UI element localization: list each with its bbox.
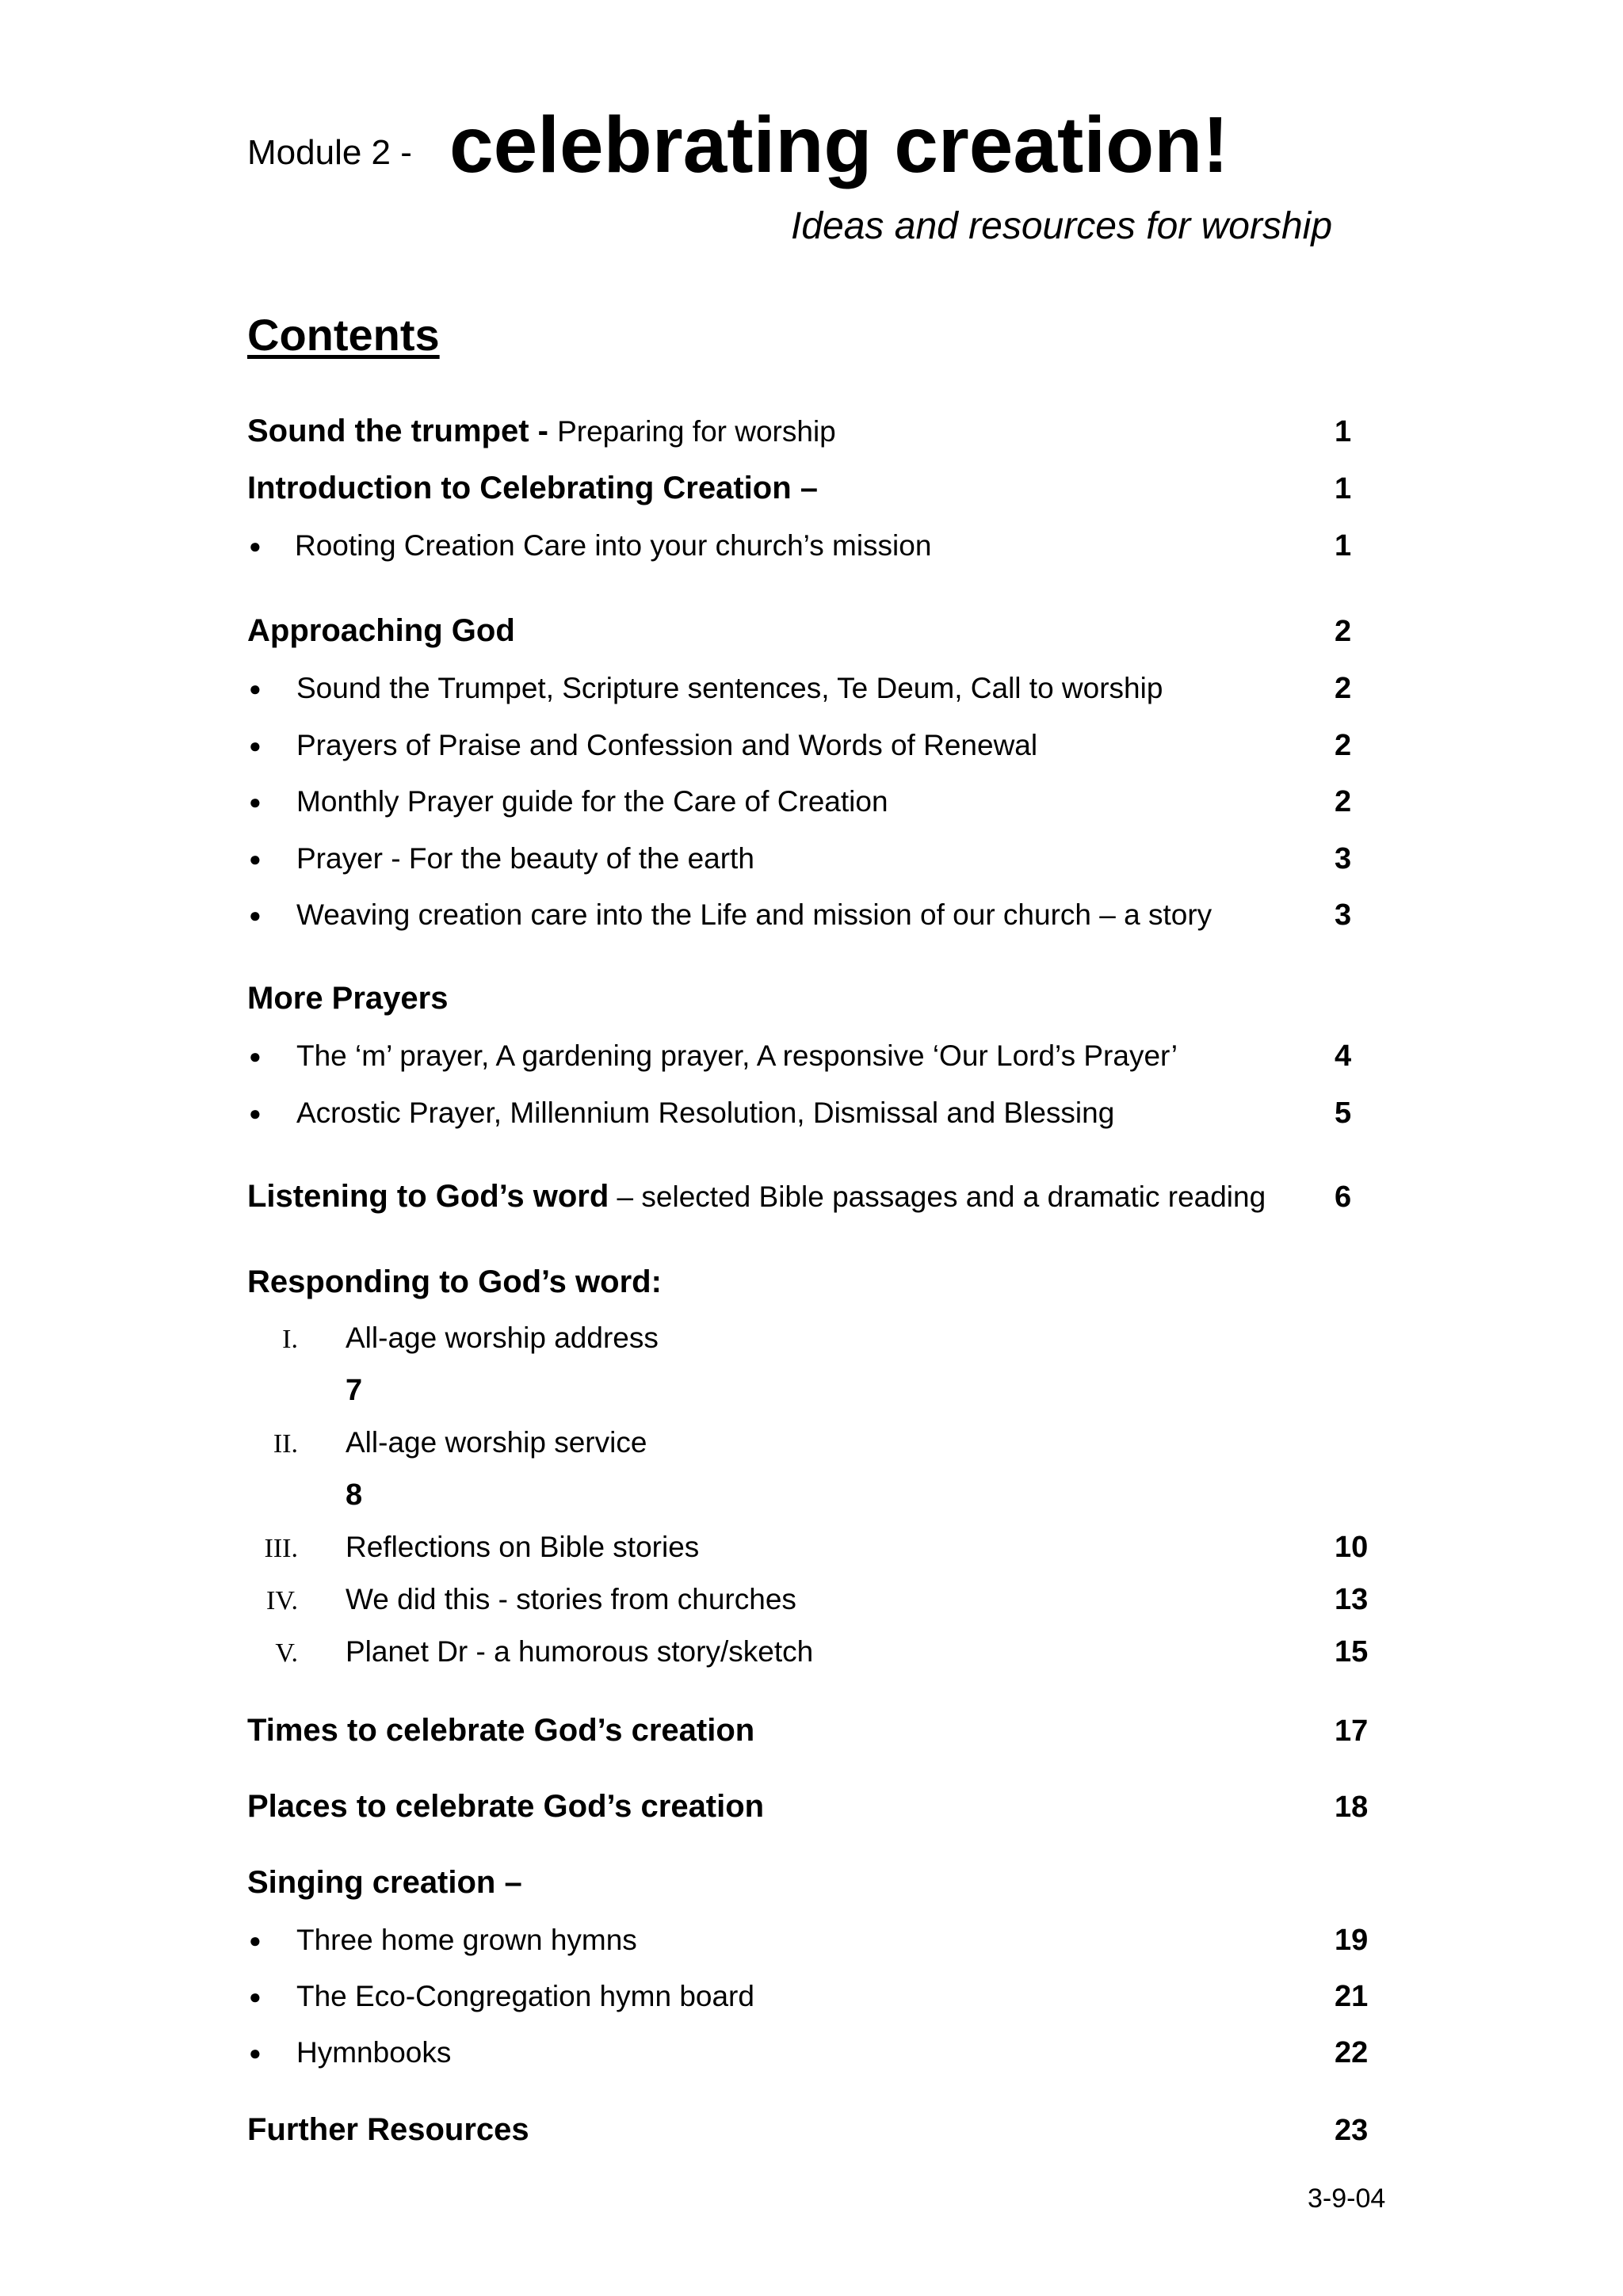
- roman-numeral: IV.: [266, 1586, 298, 1615]
- page-number: 22: [1335, 2036, 1369, 2069]
- document-subtitle: Ideas and resources for worship: [791, 205, 1333, 247]
- contents-heading: Contents: [247, 310, 440, 360]
- toc-entry-times: Times to celebrate God’s creation: [247, 1713, 755, 1748]
- page-number: 8: [346, 1478, 363, 1512]
- toc-item: Acrostic Prayer, Millennium Resolution, Dismissal and Blessing: [296, 1097, 1115, 1129]
- page-number: 13: [1335, 1583, 1369, 1616]
- toc-entry-separator: -: [529, 414, 558, 448]
- page-number: 17: [1335, 1714, 1369, 1748]
- bullet-icon: ●: [249, 2041, 262, 2065]
- page-number: 2: [1335, 785, 1352, 818]
- bullet-icon: ●: [249, 903, 262, 927]
- toc-item: All-age worship address: [346, 1322, 659, 1354]
- bullet-icon: ●: [249, 1044, 262, 1068]
- toc-entry-responding: Responding to God’s word:: [247, 1264, 662, 1299]
- toc-item: The Eco-Congregation hymn board: [296, 1980, 754, 2012]
- toc-item: Hymnbooks: [296, 2036, 452, 2069]
- toc-entry-description: Preparing for worship: [557, 415, 836, 448]
- toc-item: The ‘m’ prayer, A gardening prayer, A responsive ‘Our Lord’s Prayer’: [296, 1039, 1178, 1072]
- toc-entry-approaching-god: Approaching God: [247, 613, 515, 648]
- bullet-icon: ●: [249, 1928, 262, 1952]
- toc-entry-listening: [247, 1179, 1266, 1215]
- page-number: 23: [1335, 2114, 1369, 2147]
- toc-entry-description: – selected Bible passages and a dramatic reading: [609, 1180, 1266, 1213]
- bullet-icon: ●: [249, 847, 262, 871]
- roman-numeral: I.: [282, 1325, 298, 1354]
- toc-entry-sound-the-trumpet: [247, 414, 836, 449]
- toc-item: Prayers of Praise and Confession and Words of Renewal: [296, 729, 1038, 761]
- toc-entry-further-resources: Further Resources: [247, 2112, 529, 2147]
- toc-item: Prayer - For the beauty of the earth: [296, 842, 754, 875]
- bullet-icon: ●: [249, 1101, 262, 1125]
- roman-numeral: III.: [264, 1534, 298, 1563]
- module-label: Module 2 -: [247, 133, 412, 172]
- page-number: 6: [1335, 1180, 1352, 1214]
- toc-item: Weaving creation care into the Life and mission of our church – a story: [296, 898, 1212, 931]
- bullet-icon: ●: [249, 790, 262, 814]
- roman-numeral: II.: [273, 1429, 298, 1459]
- toc-item: Reflections on Bible stories: [346, 1531, 700, 1563]
- page-number: 21: [1335, 1980, 1369, 2013]
- toc-item: We did this - stories from churches: [346, 1583, 796, 1615]
- page-number: 7: [346, 1374, 363, 1407]
- page-number: 4: [1335, 1039, 1352, 1073]
- page-number: 19: [1335, 1924, 1369, 1957]
- bullet-icon: ●: [249, 534, 262, 558]
- toc-item: Three home grown hymns: [296, 1924, 637, 1956]
- page-number: 18: [1335, 1791, 1369, 1824]
- page-number: 3: [1335, 842, 1352, 875]
- page-number: 5: [1335, 1097, 1352, 1130]
- page-number: 2: [1335, 615, 1352, 648]
- toc-item: Sound the Trumpet, Scripture sentences, Te Deum, Call to worship: [296, 672, 1163, 704]
- toc-item: Planet Dr - a humorous story/sketch: [346, 1635, 814, 1668]
- bullet-icon: ●: [249, 734, 262, 757]
- toc-entry-more-prayers: More Prayers: [247, 981, 449, 1016]
- page-number: 1: [1335, 472, 1352, 505]
- page-number: 1: [1335, 529, 1352, 563]
- toc-entry-singing: Singing creation –: [247, 1865, 522, 1900]
- toc-item: All-age worship service: [346, 1426, 647, 1459]
- document-date: 3-9-04: [1308, 2183, 1386, 2214]
- bullet-icon: ●: [249, 677, 262, 700]
- bullet-icon: ●: [249, 1985, 262, 2008]
- document-title: celebrating creation!: [449, 101, 1229, 189]
- toc-entry-places: Places to celebrate God’s creation: [247, 1789, 765, 1824]
- toc-entry-title: Listening to God’s word: [247, 1179, 609, 1214]
- page-number: 10: [1335, 1531, 1369, 1564]
- page-number: 3: [1335, 898, 1352, 932]
- page-number: 1: [1335, 415, 1352, 448]
- toc-item: Monthly Prayer guide for the Care of Creation: [296, 785, 888, 818]
- toc-entry-introduction: Introduction to Celebrating Creation –: [247, 471, 819, 505]
- page-number: 15: [1335, 1635, 1369, 1669]
- roman-numeral: V.: [275, 1638, 298, 1668]
- page-number: 2: [1335, 672, 1352, 705]
- toc-entry-title: Sound the trumpet: [247, 414, 529, 448]
- page-number: 2: [1335, 729, 1352, 762]
- toc-item: Rooting Creation Care into your church’s mission: [295, 529, 932, 562]
